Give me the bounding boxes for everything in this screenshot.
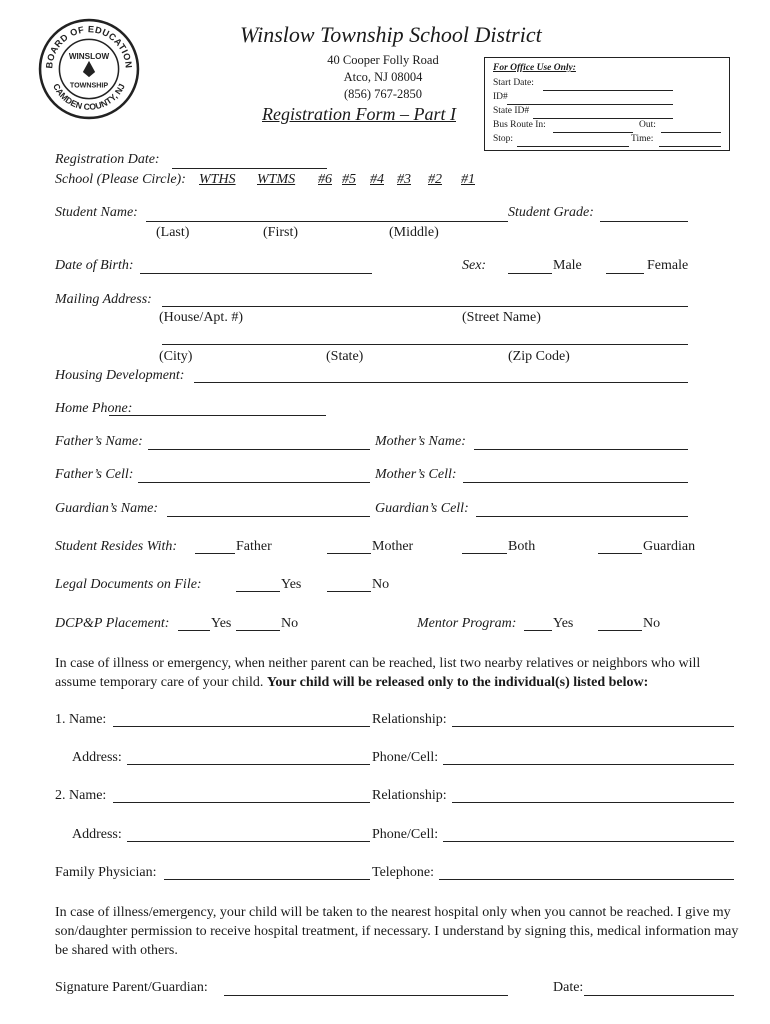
contact2-address-field[interactable]	[127, 841, 370, 842]
contact2-phone-label: Phone/Cell:	[372, 827, 439, 842]
resides-both-label: Both	[508, 539, 536, 554]
dcpp-yes-field[interactable]	[178, 630, 210, 631]
school-option-3[interactable]: #3	[397, 172, 411, 187]
sex-female-field[interactable]	[606, 273, 644, 274]
seal-bottom-text: CAMDEN COUNTY, NJ	[51, 81, 127, 112]
contact2-phone-field[interactable]	[443, 841, 734, 842]
last-name-hint: (Last)	[156, 225, 190, 240]
address-line2: Atco, NJ 08004	[343, 70, 423, 84]
legal-docs-no-field[interactable]	[327, 591, 371, 592]
office-out-field[interactable]	[661, 132, 721, 133]
resides-father-label: Father	[236, 539, 272, 554]
contact2-name-label: 2. Name:	[55, 788, 107, 803]
school-option-wtms[interactable]: WTMS	[257, 172, 296, 187]
office-stop-label: Stop:	[493, 134, 514, 144]
guardians-name-label: Guardian’s Name:	[55, 501, 159, 516]
office-box-title: For Office Use Only:	[493, 63, 576, 73]
consent-text: In case of illness/emergency, your child will be taken to the nearest hospital only when you cannot be reached. I give my son/daughter permission to receive hospital treatment, if necessary. I understand by signing this, medical information may be shared with others.	[55, 905, 739, 958]
resides-mother-field[interactable]	[327, 553, 371, 554]
first-name-hint: (First)	[263, 225, 298, 240]
fathers-cell-field[interactable]	[138, 482, 370, 483]
zip-hint: (Zip Code)	[508, 349, 570, 364]
contact1-phone-field[interactable]	[443, 764, 734, 765]
school-circle-label: School (Please Circle):	[55, 172, 186, 187]
office-use-box	[484, 57, 730, 151]
physician-telephone-label: Telephone:	[372, 865, 434, 880]
emergency-intro-text: In case of illness or emergency, when neither parent can be reached, list two nearby relatives or neighbors who will assume temporary care of your child.	[55, 656, 701, 690]
office-stop-field[interactable]	[517, 146, 629, 147]
resides-guardian-field[interactable]	[598, 553, 642, 554]
school-option-1[interactable]: #1	[461, 172, 475, 187]
office-id-label: ID#	[493, 92, 508, 102]
legal-docs-no-label: No	[372, 577, 390, 592]
seal-top-text: BOARD OF EDUCATION	[44, 24, 134, 69]
school-option-4[interactable]: #4	[370, 172, 384, 187]
family-physician-field[interactable]	[164, 879, 370, 880]
contact2-relationship-field[interactable]	[452, 802, 734, 803]
legal-docs-yes-field[interactable]	[236, 591, 280, 592]
legal-docs-label: Legal Documents on File:	[55, 577, 202, 592]
signature-date-label: Date:	[553, 980, 584, 995]
dob-label: Date of Birth:	[55, 258, 134, 273]
contact2-address-label: Address:	[72, 827, 122, 842]
school-option-2[interactable]: #2	[428, 172, 442, 187]
office-start-date-field[interactable]	[543, 90, 673, 91]
student-name-field[interactable]	[146, 221, 508, 222]
office-time-label: Time:	[631, 134, 654, 144]
office-state-id-field[interactable]	[533, 118, 673, 119]
signature-label: Signature Parent/Guardian:	[55, 980, 208, 995]
school-option-wths[interactable]: WTHS	[199, 172, 236, 187]
student-name-label: Student Name:	[55, 205, 138, 220]
office-bus-route-in-label: Bus Route In:	[493, 120, 546, 130]
legal-docs-yes-label: Yes	[281, 577, 302, 592]
office-bus-route-in-field[interactable]	[553, 132, 633, 133]
registration-date-field[interactable]	[172, 168, 327, 169]
seal-center-line2: TOWNSHIP	[69, 81, 109, 90]
signature-field[interactable]	[224, 995, 508, 996]
contact1-name-field[interactable]	[113, 726, 370, 727]
home-phone-label: Home Phone:	[55, 401, 133, 416]
school-district-seal	[38, 18, 140, 120]
office-state-id-label: State ID#	[493, 106, 530, 116]
district-title: Winslow Township School District	[240, 22, 542, 47]
middle-name-hint: (Middle)	[389, 225, 439, 240]
mothers-name-field[interactable]	[474, 449, 688, 450]
seal-center-line1: WINSLOW	[68, 51, 110, 61]
address-line1: 40 Cooper Folly Road	[327, 53, 439, 67]
contact1-relationship-field[interactable]	[452, 726, 734, 727]
school-option-6[interactable]: #6	[318, 172, 332, 187]
housing-development-field[interactable]	[194, 382, 688, 383]
state-hint: (State)	[326, 349, 364, 364]
contact1-name-label: 1. Name:	[55, 712, 107, 727]
physician-telephone-field[interactable]	[439, 879, 734, 880]
mentor-no-field[interactable]	[598, 630, 642, 631]
dcpp-label: DCP&P Placement:	[55, 616, 170, 631]
mothers-name-label: Mother’s Name:	[375, 434, 466, 449]
office-id-field[interactable]	[507, 104, 673, 105]
contact2-relationship-label: Relationship:	[372, 788, 447, 803]
guardians-name-field[interactable]	[167, 516, 370, 517]
house-apt-hint: (House/Apt. #)	[159, 310, 243, 325]
family-physician-label: Family Physician:	[55, 865, 157, 880]
form-title: Registration Form – Part I	[262, 104, 456, 124]
mailing-address-line2-field[interactable]	[162, 344, 688, 345]
sex-male-field[interactable]	[508, 273, 552, 274]
district-phone: (856) 767-2850	[343, 87, 423, 101]
registration-date-label: Registration Date:	[55, 152, 160, 167]
housing-development-label: Housing Development:	[55, 368, 185, 383]
fathers-name-label: Father’s Name:	[55, 434, 143, 449]
resides-both-field[interactable]	[462, 553, 507, 554]
mentor-yes-field[interactable]	[524, 630, 552, 631]
mailing-address-label: Mailing Address:	[55, 292, 152, 307]
guardians-cell-label: Guardian’s Cell:	[375, 501, 469, 516]
mentor-program-label: Mentor Program:	[417, 616, 517, 631]
mothers-cell-label: Mother’s Cell:	[375, 467, 457, 482]
contact1-phone-label: Phone/Cell:	[372, 750, 439, 765]
home-phone-field[interactable]	[109, 415, 326, 416]
dcpp-no-label: No	[281, 616, 299, 631]
resides-mother-label: Mother	[372, 539, 414, 554]
sex-label: Sex:	[462, 258, 487, 273]
dcpp-no-field[interactable]	[236, 630, 280, 631]
school-option-5[interactable]: #5	[342, 172, 356, 187]
fathers-cell-label: Father’s Cell:	[55, 467, 134, 482]
resides-father-field[interactable]	[195, 553, 235, 554]
student-grade-label: Student Grade:	[508, 205, 594, 220]
mentor-yes-label: Yes	[553, 616, 574, 631]
contact2-name-field[interactable]	[113, 802, 370, 803]
resides-guardian-label: Guardian	[643, 539, 696, 554]
emergency-instructions	[55, 654, 745, 692]
guardians-cell-field[interactable]	[476, 516, 688, 517]
office-start-date-label: Start Date:	[493, 78, 534, 88]
emergency-intro-bold: Your child will be released only to the individual(s) listed below:	[266, 675, 649, 690]
office-time-field[interactable]	[659, 146, 721, 147]
contact1-address-label: Address:	[72, 750, 122, 765]
resides-with-label: Student Resides With:	[55, 539, 178, 554]
dob-field[interactable]	[140, 273, 372, 274]
mailing-address-line1-field[interactable]	[162, 306, 688, 307]
contact1-address-field[interactable]	[127, 764, 370, 765]
city-hint: (City)	[159, 349, 193, 364]
sex-male-label: Male	[553, 258, 582, 273]
contact1-relationship-label: Relationship:	[372, 712, 447, 727]
sex-female-label: Female	[647, 258, 689, 273]
office-out-label: Out:	[639, 120, 656, 130]
street-name-hint: (Street Name)	[462, 310, 541, 325]
fathers-name-field[interactable]	[148, 449, 370, 450]
signature-date-field[interactable]	[584, 995, 734, 996]
dcpp-yes-label: Yes	[211, 616, 232, 631]
mentor-no-label: No	[643, 616, 661, 631]
mothers-cell-field[interactable]	[463, 482, 688, 483]
student-grade-field[interactable]	[600, 221, 688, 222]
